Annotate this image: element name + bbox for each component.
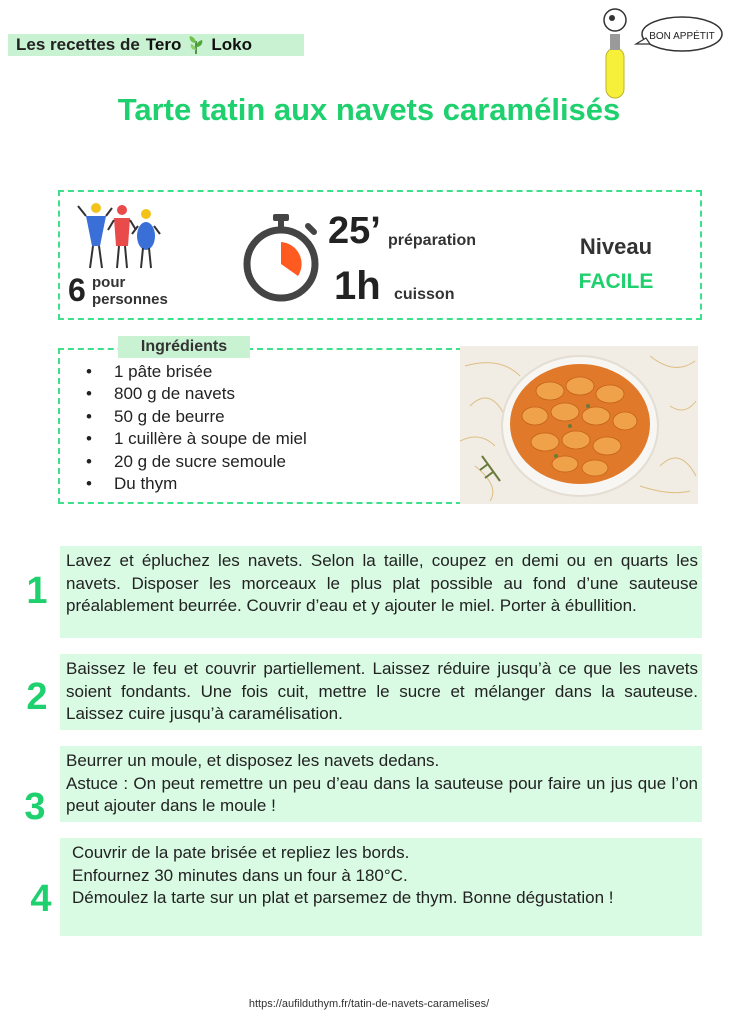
step-2-number: 2: [26, 676, 48, 718]
servings-count: 6: [68, 272, 86, 308]
brand-name-first: Tero: [145, 35, 182, 54]
leaf-icon: [187, 35, 205, 55]
step-4-text-3: Démoulez la tarte sur un plat et parsemez de thym. Bonne dégustation !: [72, 888, 614, 907]
step-4-text-2: Enfournez 30 minutes dans un four à 180°C.: [72, 865, 408, 885]
step-3-box: [60, 746, 702, 822]
step-1-text: Lavez et épluchez les navets. Selon la taille, coupez en demi ou en quarts les navets. Disposer les morceaux le plus plat possible au fond d’une sauteuse préalablement beurrée. Couvrir d’eau et y ajouter le miel. Porter à ébullition.: [66, 551, 698, 615]
sticker-text: BON APPÉTIT: [649, 31, 715, 42]
level-value: FACILE: [578, 270, 654, 293]
ingredient-item: • 20 g de sucre semoule: [86, 451, 307, 473]
bon-appetit-sticker: [600, 4, 730, 104]
ingredient-item: • 1 pâte brisée: [86, 361, 307, 383]
tart-photo: [460, 346, 698, 504]
step-2-box: [60, 654, 702, 730]
ingredient-item: • 800 g de navets: [86, 383, 307, 405]
level-label: Niveau: [579, 234, 653, 259]
ingredient-item: • 1 cuillère à soupe de miel: [86, 428, 307, 450]
source-url[interactable]: https://aufilduthym.fr/tatin-de-navets-caramelises/: [248, 998, 490, 1010]
ingredients-list: [86, 361, 307, 495]
step-2-text: Baissez le feu et couvrir partiellement. Laissez réduire jusqu’à ce que les navets soient fondants. Une fois cuit, mettre le sucre et mélanger dans la sauteuse. Laissez cuire jusqu’à caramélisation.: [66, 659, 698, 723]
ingredient-item: • 50 g de beurre: [86, 406, 307, 428]
step-1-box: [60, 546, 702, 638]
prep-time: 25’: [328, 210, 381, 252]
step-1-number: 1: [26, 570, 48, 612]
stopwatch-progress-icon: [281, 242, 302, 276]
brand-name-second: Loko: [211, 35, 252, 54]
brand-prefix: Les recettes de: [16, 35, 140, 54]
recipe-info-box: [58, 190, 702, 320]
cook-time: 1h: [334, 264, 381, 308]
step-4-box: [60, 838, 702, 936]
step-3-number: 3: [24, 786, 46, 828]
step-3-text-1: Beurrer un moule, et disposez les navets dedans.: [66, 751, 440, 770]
prep-label: préparation: [388, 232, 477, 249]
recipe-title: Tarte tatin aux navets caramélisés: [117, 92, 621, 127]
people-icon: [74, 200, 164, 272]
ingredients-title: Ingrédients: [118, 336, 250, 358]
servings-label-top: pour: [92, 274, 126, 291]
servings-label-bottom: personnes: [92, 291, 168, 308]
step-4-text-1: Couvrir de la pate brisée et repliez les bords.: [72, 843, 410, 862]
ingredient-item: • Du thym: [86, 473, 307, 495]
stopwatch-icon: [240, 212, 322, 304]
step-4-number: 4: [30, 878, 52, 920]
step-3-text-2: Astuce : On peut remettre un peu d’eau dans la sauteuse pour faire un jus que l’on peut ajouter dans le moule !: [66, 773, 698, 815]
brand-banner: [8, 34, 304, 56]
cook-label: cuisson: [394, 286, 455, 303]
